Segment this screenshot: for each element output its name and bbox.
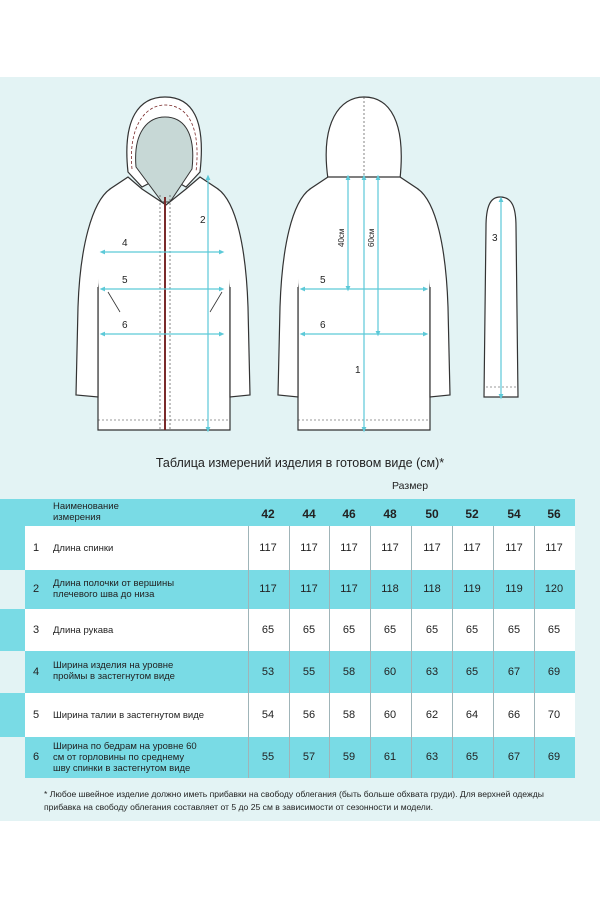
table-cell: 65	[465, 751, 479, 763]
column-divider	[248, 526, 249, 778]
row-name: Ширина по бедрам на уровне 60 см от горловины по среднему шву спинки в застегнутом виде	[53, 741, 197, 774]
column-divider	[534, 526, 535, 778]
table-cell: 65	[465, 624, 479, 636]
table-cell: 65	[465, 666, 479, 678]
header-size: 52	[465, 507, 479, 521]
row-name: Ширина изделия на уровне проймы в застегнутом виде	[53, 660, 175, 682]
table-header-row	[0, 499, 600, 526]
table-row	[0, 737, 600, 778]
table-cell: 56	[302, 709, 316, 721]
front-label-2: 2	[200, 215, 206, 226]
table-cell: 63	[425, 751, 439, 763]
table-cell: 117	[423, 542, 441, 554]
table-cell: 117	[259, 583, 277, 595]
row-name: Длина спинки	[53, 543, 114, 554]
header-size: 46	[342, 507, 356, 521]
table-cell: 117	[463, 542, 481, 554]
column-divider	[452, 526, 453, 778]
table-cell: 67	[507, 751, 521, 763]
back-label-5: 5	[320, 275, 326, 286]
table-cell: 65	[547, 624, 561, 636]
table-cell: 117	[505, 542, 523, 554]
column-divider	[370, 526, 371, 778]
table-cell: 65	[425, 624, 439, 636]
row-number: 6	[32, 751, 40, 763]
front-label-6: 6	[122, 320, 128, 331]
table-cell: 61	[383, 751, 397, 763]
table-cell: 62	[425, 709, 439, 721]
table-cell: 118	[381, 583, 399, 595]
sleeve-label-3: 3	[492, 233, 498, 244]
header-size: 48	[383, 507, 397, 521]
table-cell: 65	[383, 624, 397, 636]
row-name: Ширина талии в застегнутом виде	[53, 710, 205, 721]
table-cell: 60	[383, 666, 397, 678]
table-cell: 54	[261, 709, 275, 721]
table-cell: 119	[505, 583, 523, 595]
header-name-label: Наименование измерения	[53, 501, 119, 523]
table-row	[0, 609, 600, 651]
table-cell: 57	[302, 751, 316, 763]
table-cell: 117	[300, 542, 318, 554]
table-title: Таблица измерений изделия в готовом виде (см)*	[155, 456, 445, 470]
table-cell: 119	[463, 583, 481, 595]
table-cell: 65	[342, 624, 356, 636]
front-view-drawing	[76, 97, 250, 430]
table-cell: 117	[545, 542, 563, 554]
table-cell: 69	[547, 666, 561, 678]
hood-lining	[136, 117, 193, 202]
table-row	[0, 693, 600, 737]
table-cell: 117	[340, 542, 358, 554]
column-divider	[289, 526, 290, 778]
table-cell: 53	[261, 666, 275, 678]
row-number: 2	[32, 583, 40, 595]
table-cell: 65	[507, 624, 521, 636]
table-cell: 117	[300, 583, 318, 595]
header-size: 42	[261, 507, 275, 521]
back-label-6: 6	[320, 320, 326, 331]
back-label-1: 1	[355, 365, 361, 376]
table-row	[0, 526, 600, 570]
row-number: 4	[32, 666, 40, 678]
row-number: 3	[32, 624, 40, 636]
table-cell: 117	[340, 583, 358, 595]
front-label-4: 4	[122, 238, 128, 249]
row-number: 5	[32, 709, 40, 721]
table-cell: 65	[261, 624, 275, 636]
table-cell: 67	[507, 666, 521, 678]
column-divider	[411, 526, 412, 778]
table-cell: 118	[423, 583, 441, 595]
back-view-drawing	[278, 97, 450, 430]
table-cell: 59	[342, 751, 356, 763]
back-label-60cm: 60см	[367, 228, 376, 247]
table-cell: 58	[342, 666, 356, 678]
size-caption: Размер	[392, 480, 429, 492]
table-cell: 60	[383, 709, 397, 721]
column-divider	[329, 526, 330, 778]
row-name: Длина рукава	[53, 625, 114, 636]
table-cell: 58	[342, 709, 356, 721]
table-row	[0, 651, 600, 693]
sleeve-drawing	[484, 197, 518, 397]
table-row	[0, 570, 600, 609]
header-size: 54	[507, 507, 521, 521]
table-cell: 55	[261, 751, 275, 763]
back-label-40cm: 40см	[337, 228, 346, 247]
table-cell: 66	[507, 709, 521, 721]
table-cell: 55	[302, 666, 316, 678]
garment-drawings	[0, 77, 600, 447]
header-size: 44	[302, 507, 316, 521]
table-cell: 63	[425, 666, 439, 678]
table-cell: 69	[547, 751, 561, 763]
table-cell: 65	[302, 624, 316, 636]
header-size: 56	[547, 507, 561, 521]
table-cell: 120	[544, 583, 564, 595]
row-name: Длина полочки от вершины плечевого шва до низа	[53, 578, 175, 600]
table-cell: 117	[259, 542, 277, 554]
footnote: * Любое швейное изделие должно иметь прибавки на свободу облегания (быть больше обхвата груди). Для верхней одежды прибавка на свободу облегания составляет от 5 до 25 см в зависимости от сезонности и модели.	[44, 789, 544, 812]
row-number: 1	[32, 542, 40, 554]
table-cell: 117	[381, 542, 399, 554]
column-divider	[493, 526, 494, 778]
front-label-5: 5	[122, 275, 128, 286]
table-cell: 64	[465, 709, 479, 721]
header-size: 50	[425, 507, 439, 521]
table-cell: 70	[547, 709, 561, 721]
